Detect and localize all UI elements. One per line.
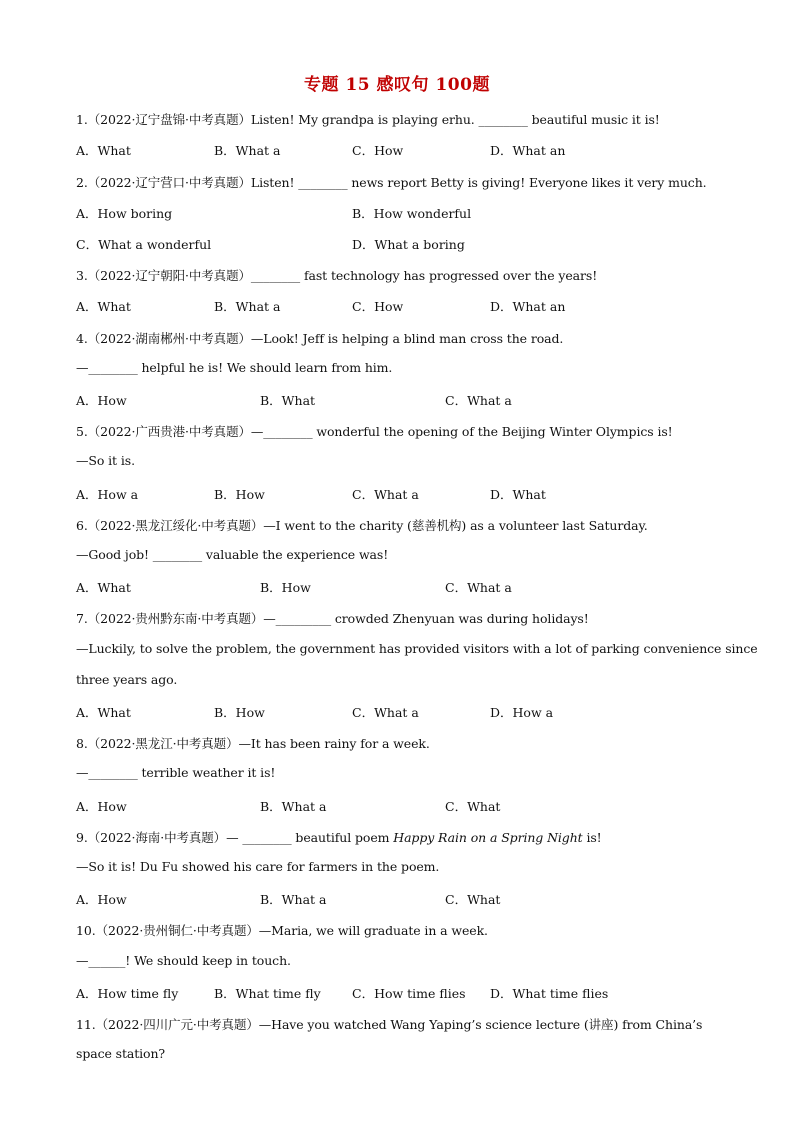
question-1-stem: 1.（2022·辽宁盘锦·中考真题）Listen! My grandpa is playing erhu. ________ beautiful music it is!	[76, 112, 660, 127]
option-b: B．What a	[260, 799, 327, 814]
option-c: C．What a	[445, 393, 512, 408]
option-b: B．What a	[260, 892, 327, 907]
option-c: C．How	[352, 299, 404, 314]
question-8-stem: 8.（2022·黑龙江·中考真题）—It has been rainy for a week.	[76, 736, 430, 751]
option-b: B．What time fly	[214, 986, 321, 1001]
question-8-options	[76, 797, 716, 815]
question-4-stem: 4.（2022·湖南郴州·中考真题）—Look! Jeff is helping a blind man cross the road.	[76, 331, 564, 346]
option-a: A．What	[76, 580, 131, 595]
question-2-stem: 2.（2022·辽宁营口·中考真题）Listen! ________ news report Betty is giving! Everyone likes it very much.	[76, 175, 707, 190]
question-10-options	[76, 984, 716, 1002]
option-c: C．How time flies	[352, 986, 466, 1001]
option-c: C．What	[445, 892, 501, 907]
question-2-options-row1	[76, 204, 716, 222]
question-5-stem: 5.（2022·广西贵港·中考真题）—________ wonderful the opening of the Beijing Winter Olympics is!	[76, 424, 673, 439]
question-1-options	[76, 141, 716, 159]
question-7-stem: 7.（2022·贵州黔东南·中考真题）—_________ crowded Zhenyuan was during holidays!	[76, 611, 589, 626]
option-a: A．How	[76, 892, 127, 907]
option-b: B．What	[260, 393, 316, 408]
option-a: A．How time fly	[76, 986, 179, 1001]
question-9-options	[76, 890, 716, 908]
question-9-stem-end: is!	[582, 830, 602, 845]
option-c: C．What a wonderful	[76, 237, 212, 252]
question-9-stem-start: 9.（2022·海南·中考真题）— ________ beautiful poem	[76, 830, 394, 845]
question-2-options-row2	[76, 235, 716, 253]
question-5-options	[76, 485, 716, 503]
option-a: A．How boring	[76, 206, 173, 221]
option-c: C．What a	[352, 487, 419, 502]
option-c: C．What a	[445, 580, 512, 595]
option-a: A．How a	[76, 487, 139, 502]
question-11-line2: space station?	[76, 1046, 166, 1061]
question-7-line3: three years ago.	[76, 672, 178, 687]
option-b: B．What a	[214, 299, 281, 314]
option-b: B．How	[260, 580, 311, 595]
question-9-line2: —So it is! Du Fu showed his care for farmers in the poem.	[76, 859, 440, 874]
option-d: D．What an	[490, 299, 566, 314]
page-title: 专题 15 感叹句 100题	[304, 75, 490, 95]
question-3-stem: 3.（2022·辽宁朝阳·中考真题）________ fast technology has progressed over the years!	[76, 268, 598, 283]
question-6-stem: 6.（2022·黑龙江绥化·中考真题）—I went to the charity (慈善机构) as a volunteer last Saturday.	[76, 518, 648, 533]
poem-title: Happy Rain on a Spring Night	[393, 830, 583, 845]
option-b: B．What a	[214, 143, 281, 158]
option-d: D．What an	[490, 143, 566, 158]
question-10-line2: —______! We should keep in touch.	[76, 953, 291, 968]
question-6-line2: —Good job! ________ valuable the experience was!	[76, 547, 389, 562]
option-d: D．What a boring	[352, 237, 465, 252]
option-a: A．What	[76, 299, 131, 314]
option-b: B．How wonderful	[352, 206, 472, 221]
question-5-line2: —So it is.	[76, 453, 135, 468]
question-4-options	[76, 391, 716, 409]
option-a: A．How	[76, 799, 127, 814]
option-b: B．How	[214, 487, 265, 502]
question-10-stem: 10.（2022·贵州铜仁·中考真题）—Maria, we will graduate in a week.	[76, 923, 488, 938]
option-a: A．What	[76, 143, 131, 158]
question-4-line2: —________ helpful he is! We should learn from him.	[76, 360, 393, 375]
option-c: C．How	[352, 143, 404, 158]
question-6-options	[76, 578, 716, 596]
option-a: A．How	[76, 393, 127, 408]
option-a: A．What	[76, 705, 131, 720]
question-11-stem: 11.（2022·四川广元·中考真题）—Have you watched Wang Yaping’s science lecture (讲座) from China’s	[76, 1017, 703, 1032]
option-d: D．How a	[490, 705, 554, 720]
option-c: C．What	[445, 799, 501, 814]
question-7-line2: —Luckily, to solve the problem, the government has provided visitors with a lot of parking convenience since	[76, 641, 758, 656]
option-d: D．What time flies	[490, 986, 609, 1001]
option-c: C．What a	[352, 705, 419, 720]
option-b: B．How	[214, 705, 265, 720]
question-3-options	[76, 297, 716, 315]
question-9-stem	[76, 828, 602, 846]
question-8-line2: —________ terrible weather it is!	[76, 765, 276, 780]
question-7-options	[76, 703, 716, 721]
option-d: D．What	[490, 487, 546, 502]
